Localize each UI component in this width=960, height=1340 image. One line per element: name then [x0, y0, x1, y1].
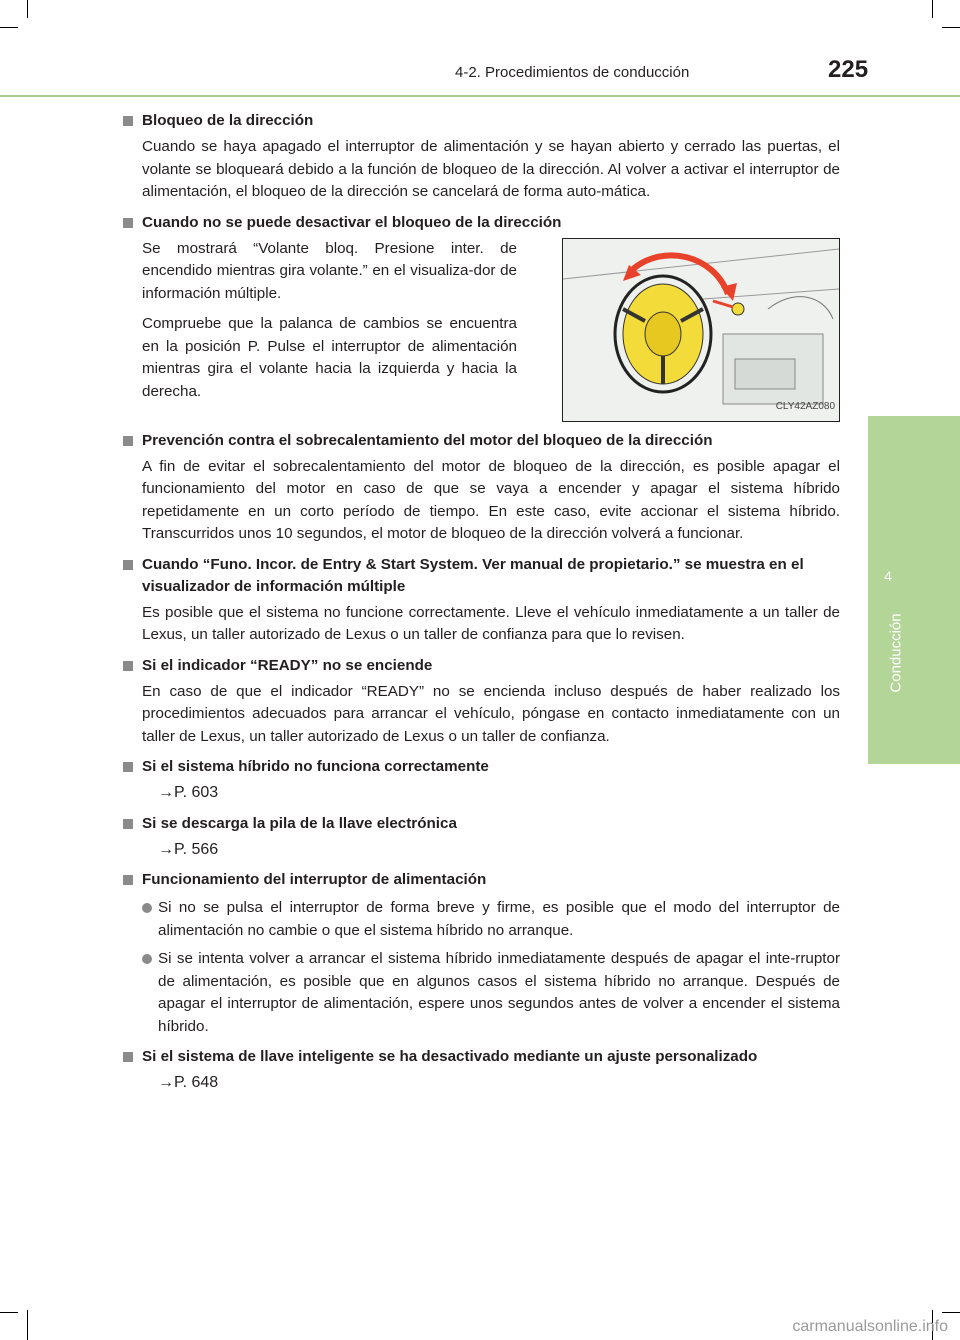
chapter-tab-label-wrap [888, 598, 904, 708]
crop-mark [932, 0, 933, 18]
header-rule [0, 95, 960, 97]
figure-code: CLY42AZ080 [775, 401, 835, 412]
section-heading: Si el sistema híbrido no funciona correctamente [120, 756, 840, 778]
chapter-title: 4-2. Procedimientos de conducción [455, 64, 690, 81]
crop-mark [27, 1310, 28, 1340]
crop-mark [942, 27, 960, 28]
watermark: carmanualsonline.info [792, 1318, 948, 1335]
section-text: Es posible que el sistema no funcione correctamente. Lleve el vehículo inmediatamente a un taller de Lexus, un taller autorizado de Lexus o un taller de confianza para que lo revisen. [142, 603, 840, 643]
page-number: 225 [828, 56, 869, 83]
text-with-figure [142, 238, 840, 422]
steering-wheel-illustration [562, 238, 840, 422]
steering-wheel-drawing [563, 239, 839, 421]
section-malfunction-message [120, 554, 840, 647]
section-ready-indicator [120, 655, 840, 749]
section-power-switch-operation [120, 869, 840, 1038]
section-heading: Bloqueo de la dirección [120, 110, 840, 132]
section-text: En caso de que el indicador “READY” no se encienda incluso después de haber realizado los procedimientos adecuados para arrancar el vehículo, póngase en contacto inmediatamente con un taller de Lexus, un taller autorizado de Lexus o un taller de confianza. [142, 682, 840, 745]
section-smart-key-disabled [120, 1046, 840, 1095]
page-reference-link[interactable]: →P. 648 [158, 1074, 219, 1091]
crop-mark [0, 1312, 18, 1313]
page-reference-link[interactable]: →P. 603 [158, 784, 219, 801]
section-heading: Prevención contra el sobrecalentamiento del motor del bloqueo de la dirección [120, 430, 840, 452]
section-key-battery [120, 813, 840, 862]
figure-text-column [142, 238, 517, 422]
section-heading: Cuando “Funo. Incor. de Entry & Start System. Ver manual de propietario.” se muestra en el visualizador de información múltiple [120, 554, 840, 598]
section-heading: Si el sistema de llave inteligente se ha desactivado mediante un ajuste personalizado [120, 1046, 840, 1068]
section-heading: Cuando no se puede desactivar el bloqueo de la dirección [120, 212, 840, 234]
chapter-tab [868, 416, 960, 764]
section-overheat-prevention [120, 430, 840, 546]
page-content [120, 110, 840, 1103]
crop-mark [0, 27, 18, 28]
section-steering-lock [120, 110, 840, 204]
section-text: Compruebe que la palanca de cambios se encuentra en la posición P. Pulse el interruptor de alimentación mientras gira el volante hacia la izquierda y hacia la derecha. [142, 315, 517, 400]
section-heading: Si el indicador “READY” no se enciende [120, 655, 840, 677]
crop-mark [942, 1312, 960, 1313]
section-heading: Si se descarga la pila de la llave electrónica [120, 813, 840, 835]
chapter-tab-label: Conducción [887, 613, 905, 693]
crop-mark [27, 0, 28, 18]
bullet-item: Si no se pulsa el interruptor de forma breve y firme, es posible que el modo del interruptor de alimentación no cambie o que el sistema híbrido no arranque. [142, 897, 840, 942]
section-hybrid-not-working [120, 756, 840, 805]
bullet-item: Si se intenta volver a arrancar el sistema híbrido inmediatamente después de apagar el inte-rruptor de alimentación, es posible que en algunos casos el sistema híbrido no arranque. Después de apagar el interruptor de alimentación, espere unos segundos antes de volver a encender el sistema híbrido. [142, 948, 840, 1038]
section-text: Cuando se haya apagado el interruptor de alimentación y se hayan abierto y cerrado las puertas, el volante se bloqueará debido a la función de bloqueo de la dirección. Al volver a activar el interruptor de alimentación, el bloqueo de la dirección se cancelará de forma auto-mática. [142, 138, 840, 200]
section-steering-lock-release [120, 212, 840, 422]
section-text: A fin de evitar el sobrecalentamiento del motor de bloqueo de la dirección, es posible apagar el funcionamiento del motor en caso de que se vaya a encender y apagar el sistema híbrido repetidamente en un corto período de tiempo. En este caso, evite accionar el sistema híbrido. Transcurridos unos 10 segundos, el motor de bloqueo de la dirección volverá a funcionar. [142, 457, 840, 542]
page-reference-link[interactable]: →P. 566 [158, 840, 219, 858]
chapter-tab-number: 4 [884, 568, 892, 584]
section-heading: Funcionamiento del interruptor de alimentación [120, 869, 840, 891]
section-text: Se mostrará “Volante bloq. Presione inter. de encendido mientras gira volante.” en el visualiza-dor de información múltiple. [142, 239, 517, 302]
